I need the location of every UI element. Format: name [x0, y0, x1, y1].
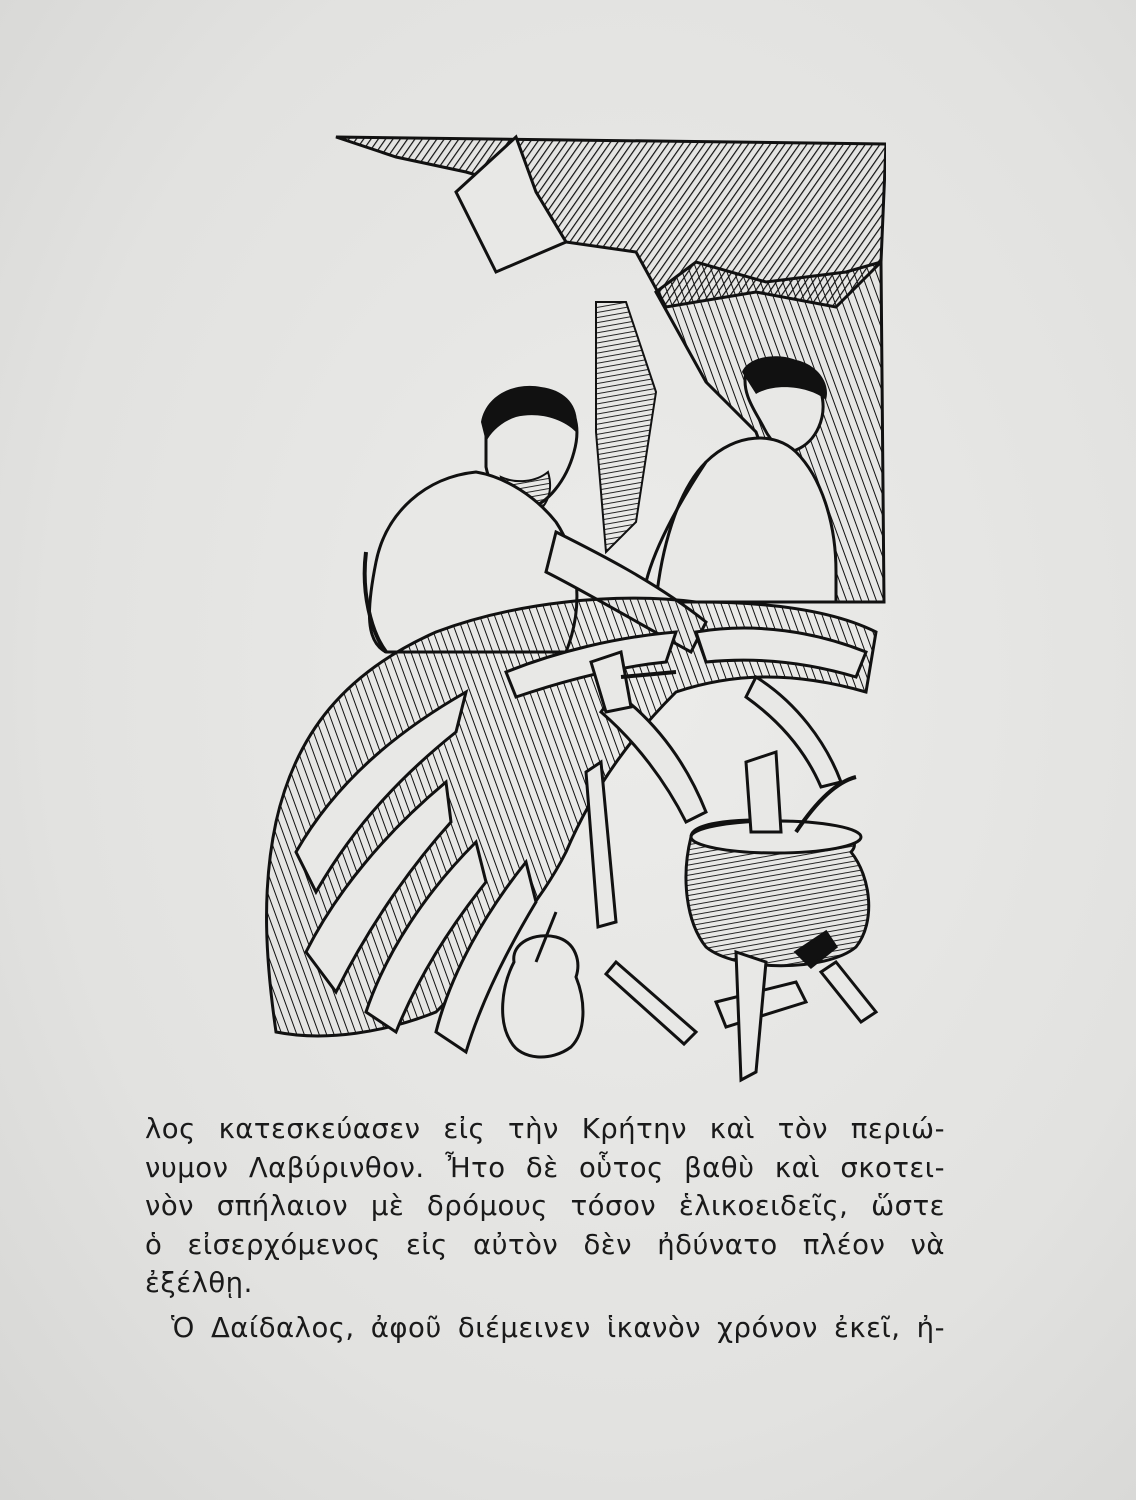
woodcut-illustration: [236, 132, 886, 1084]
text-line: νὸν σπήλαιον μὲ δρόμους τόσον ἑλικοειδεῖς, ὥστε: [145, 1190, 945, 1222]
text-line: ὁ εἰσερχόμενος εἰς αὐτὸν δὲν ἠδύνατο πλέον νὰ: [145, 1228, 945, 1261]
text-line: Ὁ Δαίδαλος, ἀφοῦ διέμεινεν ἱκανὸν χρόνον ἐκεῖ, ἠ-: [171, 1311, 945, 1344]
text-line: νυμον Λαβύρινθον. Ἦτο δὲ οὗτος βαθὺ καὶ σκοτει-: [145, 1151, 945, 1184]
body-text: [145, 1110, 945, 1347]
text-line: ἐξέλθῃ.: [145, 1267, 253, 1299]
jar: [503, 936, 583, 1057]
text-line: λος κατεσκεύασεν εἰς τὴν Κρήτην καὶ τὸν περιώ-: [145, 1113, 945, 1145]
